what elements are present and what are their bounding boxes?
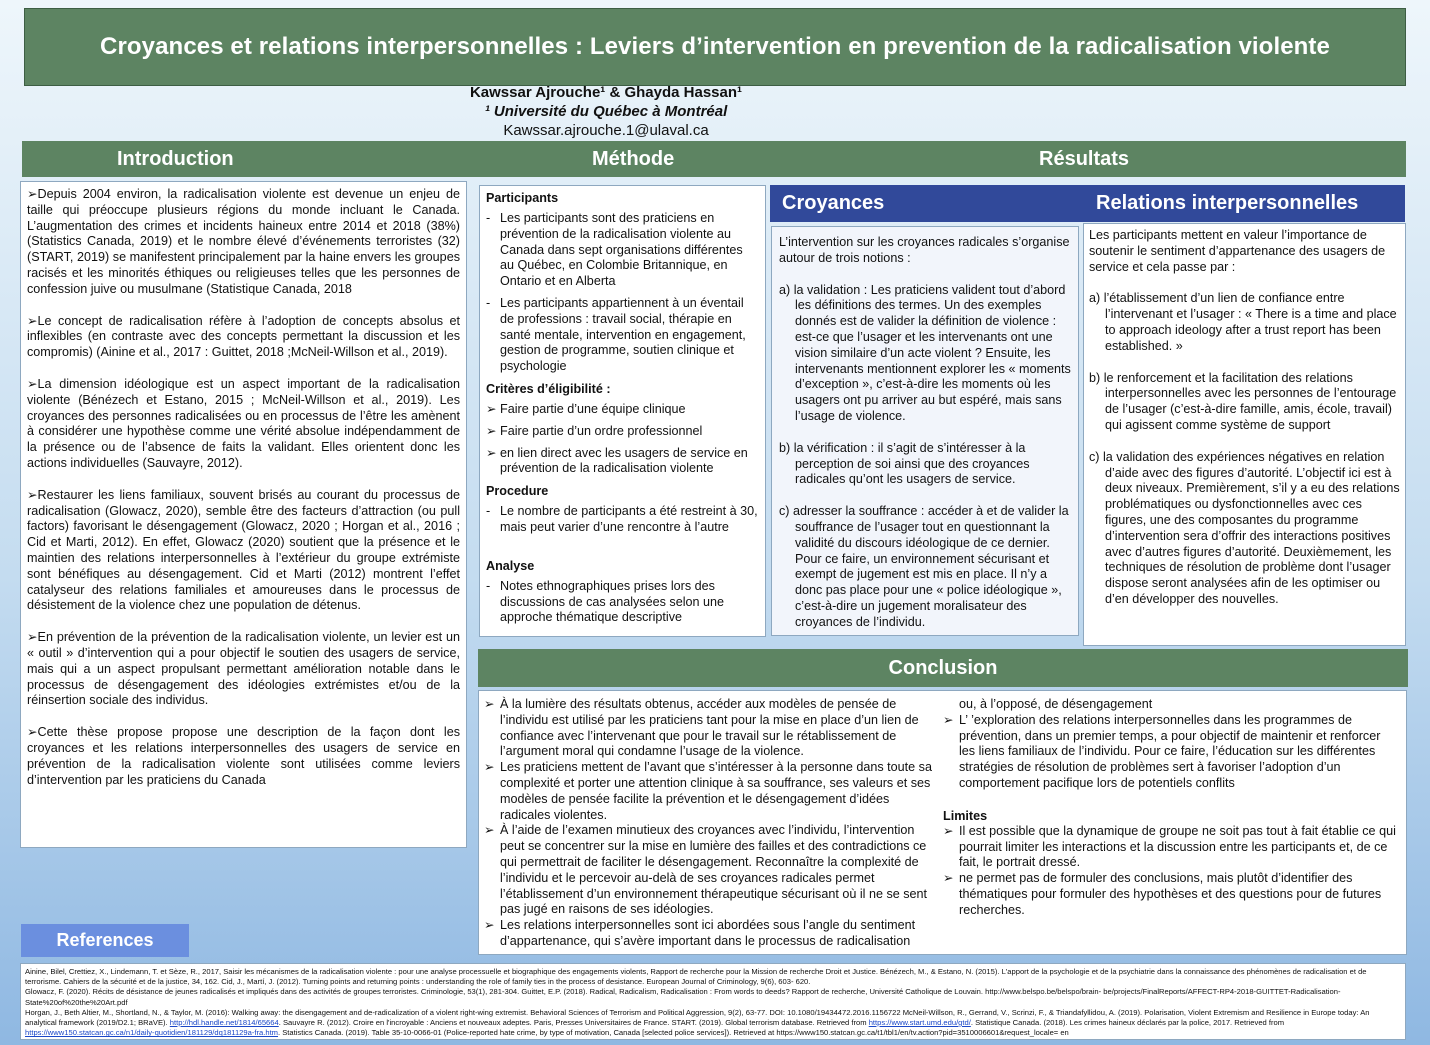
arrow-bullet-icon: ➢ xyxy=(486,401,497,416)
croyances-panel xyxy=(771,226,1079,636)
authors: Kawssar Ajrouche¹ & Ghayda Hassan¹ xyxy=(469,84,743,101)
list-item-text: L’ ’exploration des relations interpersonnelles dans les programmes de prévention, dans un premier temps, a pour objectif de maintenir et renforcer les liens familiaux de l’individu. Pour ce faire, l’éducation sur les différentes stratégies de résolution de problèmes sert à favoriser l’adoption d’un comportement pacifique lors de potentiels conflits xyxy=(959,712,1381,790)
intro-paragraph: ➢Depuis 2004 environ, la radicalisation violente est devenue un enjeu de taille qui préoccupe plusieurs régions du monde incluant le Canada. L’augmentation des crimes et incidents haineux entre 2014 et 2018 (38%) (Statistics Canada, 2019) et le nombre élevé d’événements terroristes (32) (START, 2019) se manifestent principalement par la haine envers les groupes racisés et les minorités éthiques ou religieuses telles que les personnes de confession juive ou musulmane (Statistique Canada, 2018 xyxy=(27,187,460,296)
arrow-bullet-icon: ➢ xyxy=(943,871,954,886)
affiliation: ¹ Université du Québec à Montréal xyxy=(484,103,728,120)
limites-title: Limites xyxy=(943,808,988,823)
list-item-text: Le nombre de participants a été restreint à 30, mais peut varier d’une rencontre à l’autre xyxy=(500,504,758,534)
list-item: - Le nombre de participants a été restreint à 30, mais peut varier d’une rencontre à l’autre xyxy=(486,504,758,534)
list-item-text: Faire partie d’un ordre professionnel xyxy=(500,423,703,438)
list-item-text: en lien direct avec les usagers de service en prévention de la radicalisation violente xyxy=(500,445,748,476)
reference-text: Horgan, J., Beth Altier, M., Shortland, N., & Taylor, M. (2016): Walking away: the disengagement and de-radicalization of a violent right-wing extremist. Behavioral Sciences of Terrorism and Political Aggression, 9(2), 63-77. DOI: 10.1080/19434472.2016.1156722 McNeil-Willson, R., Gerrand, V., Scrinzi, F., & Triandafyllidou, A. (2019). Polarisation, Violent Extremism and Resilience in Europe today: An analytical framework (2019/D2.1; BRaVE). xyxy=(25,1007,1370,1028)
intro-paragraph: ➢Le concept de radicalisation réfère à l’adoption de concepts absolus et inflexibles (en contraste avec des concepts permettant la discussion et les compromis) (Ainine et al., 2017 : Guittet, 2018 ;McNeil-Willson et al., 2019). xyxy=(27,313,460,360)
list-item-text: À la lumière des résultats obtenus, accéder aux modèles de pensée de l’individu est utilisé par les praticiens tant pour la mise en place d’un lien de confiance avec l’intervenant que pour le travail sur le rétablissement de l’argument moral qui condamne l’usage de la violence. xyxy=(500,697,919,759)
list-item-text: Les relations interpersonnelles sont ici abordées sous l’angle du sentiment d’appartenance, qui s’avère important dans le processus de radicalisation xyxy=(500,918,916,948)
introduction-panel xyxy=(20,181,467,848)
list-item-text: Les participants appartiennent à un éventail de professions : travail social, thérapie en santé mentale, intervention en engagement, gestion de programme, soutien clinique et psychologie xyxy=(500,295,746,374)
continued-text: ou, à l’opposé, de désengagement xyxy=(959,697,1153,711)
relations-panel xyxy=(1083,223,1406,646)
croyances-heading: Croyances xyxy=(782,192,885,214)
relations-item: b) le renforcement et la facilitation des relations interpersonnelles avec les personnes de l’entourage de l’usager (c’est-à-dire famille, amis, école, travail) qui agissent comme système de support xyxy=(1089,370,1397,432)
arrow-bullet-icon: ➢ xyxy=(484,823,495,838)
conclusion-panel xyxy=(478,690,1407,955)
intro-paragraph: ➢En prévention de la prévention de la radicalisation violente, un levier est un « outil » d’intervention qui a pour objectif le soutien des usagers de service, mais qui a un aspect propulsant permettant amélioration notable dans le processus de désengagement des idéologies extrémistes et/ou de la réinsertion sociale des individus. xyxy=(27,630,460,708)
introduction-heading: Introduction xyxy=(117,148,234,170)
list-item-text: Notes ethnographiques prises lors des discussions de cas analysées selon une approche thématique descriptive xyxy=(500,578,725,625)
relations-item: c) la validation des expériences négatives en relation d’aide avec des figures d’autorité. L’objectif ici est à deux niveaux. Premièrement, s’il y a eu des relations problématiques ou dysfonctionnelles avec ces figures, une des composantes du programme d’intervention sera d’offrir des interactions positives avec d’autres figures d’autorité. Deuxièmement, les techniques de résolution de problème dont l’usager dispose seront analysées afin de les optimiser ou d’en développer des nouvelles. xyxy=(1089,449,1400,606)
list-item-text: Les praticiens mettent de l’avant que s’intéresser à la personne dans toute sa complexité et porter une attention clinique à sa souffrance, ses valeurs et ses modèles de pensée facilite la prévention et le désengagement d’idées radicales violentes. xyxy=(500,760,932,822)
analyse-title: Analyse xyxy=(486,558,535,573)
croyances-intro: L’intervention sur les croyances radicales s’organise autour de trois notions : xyxy=(779,235,1070,265)
methode-heading: Méthode xyxy=(592,148,675,170)
section-header-bar xyxy=(22,141,1406,177)
list-item: - Les participants sont des praticiens en prévention de la radicalisation violente au Canada dans sept organisations différentes au Québec, en Colombie Britannique, en Ontario et en Alberta xyxy=(486,211,759,290)
list-item-text: ne permet pas de formuler des conclusions, mais plutôt d’identifier des thématiques pour formuler des hypothèses et des questions pour de futures recherches. xyxy=(959,871,1382,917)
title-banner xyxy=(24,8,1406,86)
croyances-item: c) adresser la souffrance : accéder à et de valider la souffrance de l’usager tout en questionnant la validité du discours idéologique de ce dernier. Pour ce faire, un environnement sécurisant et exempt de jugement est mis en place. Il n’y a donc pas place pour une « police idéologique », c’est-à-dire un jugement moralisateur des croyances de l’individu. xyxy=(779,504,1069,629)
reference-text: . Sauvayre R. (2012). Croire en l'incroyable : Anciens et nouveaux adeptes. Paris, Presses Universitaires de France. START. (2019). Global terrorism database. Retrieved from xyxy=(278,1018,867,1028)
list-item xyxy=(486,446,759,478)
list-item xyxy=(484,823,932,918)
conclusion-heading: Conclusion xyxy=(478,649,1408,687)
list-item-text: À l’aide de l’examen minutieux des croyances avec l’individu, l’intervention peut se concentrer sur la mise en lumière des failles et des contradictions ce qui permettrait de faciliter le désengagement. Reconnaître la complexité de l’individu et le percevoir au-delà de ses croyances radicales permet l’établissement d’un environnement thérapeutique sécurisant où il ne se sent pas jugé en raisons de ses idéologies. xyxy=(500,823,928,917)
list-item-text: Faire partie d’une équipe clinique xyxy=(500,401,686,416)
intro-paragraph: ➢Restaurer les liens familiaux, souvent brisés au courant du processus de radicalisation (Glowacz, 2020), semble être des facteurs d’attraction (ou pull factors) favorisant le désengagement (Glowacz, 2020 ; Horgan et al., 2016 ; Cid et Marti, 2012). En effet, Glowacz (2020) soutient que la présence et le maintien des relations interpersonnelles à l’extérieur du groupe extrémiste sont bénéfiques au désengagement. Cid et Marti (2012) montrent l’effet catalyseur des relations familiales et amoureuses dans le processus de désistement de la violence chez une population de détenus. xyxy=(27,487,460,613)
list-item-text: Il est possible que la dynamique de groupe ne soit pas tout à fait établie ce qui pourrait limiter les interactions et la discussion entre les participants et, de ce fait, le portrait dressé. xyxy=(959,823,1396,870)
list-item xyxy=(486,424,759,440)
list-item xyxy=(943,871,1397,918)
list-item xyxy=(943,713,1397,792)
arrow-bullet-icon: ➢ xyxy=(486,445,497,460)
reference-text: . Statistics Canada. (2019). Table 35-10-0066-01 (Police-reported hate crime, by type of motivation, Canada [selected police services]). Retrieved at https://www150.statcan.gc.ca/t1/tbl1/en/tv.action?pid=3510006601&request_locale= en xyxy=(278,1028,1069,1038)
list-item: - Les participants appartiennent à un éventail de professions : travail social, thérapie en santé mentale, intervention en engagement, gestion de programme, soutien clinique et psychologie xyxy=(486,296,759,375)
reference-entry: Ainine, Bilel, Crettiez, X., Lindemann, T. et Sèze, R., 2017, Saisir les mécanismes de la radicalisation violente : pour une analyse processuelle et biographique des engagements violents, Rapport de recherche pour la Mission de recherche Droit et Justice. Bénézech, M., & Estano, N. (2015). L'apport de la psychologie et de la psychiatrie dans la connaissance des phénomènes de radicalisation et de terrorisme. Cahiers de la sécurité et de la justice, 34, 162. Cid, J., Martí, J. (2012). Turning points and returning points : understanding the role of family ties in the process of desistance. European Journal of Criminology, 9(6), 603- 620. xyxy=(25,967,1367,987)
croyances-item: a) la validation : Les praticiens valident tout d’abord les définitions des termes. Un des exemples donnés est de valider la définition de violence : est-ce que l’usager et les intervenants ont une vision similaire d’un acte violent ? Ensuite, les intervenants mentionnent explorer les « moments d’exception », c’est-à-dire les moments où les usagers ont pu arriver au but espéré, mais sans l’usage de violence. xyxy=(779,282,1071,423)
relations-intro: Les participants mettent en valeur l’importance de soutenir le sentiment d’appartenance des usagers de service et cela passe par : xyxy=(1089,228,1386,274)
resultats-heading: Résultats xyxy=(1039,148,1130,170)
procedure-title: Procedure xyxy=(486,484,549,499)
list-item-text: Les participants sont des praticiens en prévention de la radicalisation violente au Canada dans sept organisations différentes au Québec, en Colombie Britannique, en Ontario et en Alberta xyxy=(500,211,743,289)
arrow-bullet-icon: ➢ xyxy=(486,423,497,438)
reference-link[interactable]: https://www150.statcan.gc.ca/n1/daily-quotidien/181129/dq181129a-fra.htm xyxy=(25,1028,279,1038)
croyances-item: b) la vérification : il s’agit de s’intéresser à la perception de soi ainsi que des croyances radicales qu’ont les usagers de service. xyxy=(779,440,1030,487)
email[interactable]: Kawssar.ajrouche.1@ulaval.ca xyxy=(503,122,709,139)
arrow-bullet-icon: ➢ xyxy=(484,697,495,711)
methode-panel xyxy=(479,185,766,637)
arrow-bullet-icon: ➢ xyxy=(943,823,954,838)
reference-entry xyxy=(25,1008,1401,1039)
relations-heading: Relations interpersonnelles xyxy=(1096,192,1359,214)
list-item xyxy=(943,824,1397,871)
reference-text: . Statistique Canada. (2018). Les crimes haineux déclarés par la police, 2017. Retrieved from xyxy=(970,1018,1285,1028)
conclusion-left-column xyxy=(484,697,932,950)
relations-item: a) l’établissement d’un lien de confiance entre l’intervenant et l’usager : « There is a time and place to approach ideology after a trust report has been established. » xyxy=(1089,291,1397,353)
list-item xyxy=(486,402,759,418)
intro-paragraph: ➢La dimension idéologique est un aspect important de la radicalisation violente (Bénézech et Estano, 2015 ; McNeil-Willson et al., 2019). Les croyances des personnes radicalisées ou en processus de l’être les amènent à considérer une hypothèse comme une vérité absolue indépendamment de la présence ou de l’absence de faits la validant. Elles orientent donc les actions individuelles (Sauvayre, 2012). xyxy=(27,376,460,470)
arrow-bullet-icon: ➢ xyxy=(484,918,495,933)
arrow-bullet-icon: ➢ xyxy=(484,760,495,775)
list-item xyxy=(484,697,932,760)
participants-title: Participants xyxy=(486,191,559,205)
reference-entry: Glowacz, F. (2020). Récits de désistance de jeunes radicalisés et impliqués dans des activités de groupes terroristes. Criminologie, 53(1), 281-304. Guittet, E.P. (2018). Radical, Radicalism, Radicalisation : From words to deeds? Rapport de recherche, Université Catholique de Louvain. http://www.belspo.be/belspo/brain- be/projects/FinalReports/AFFECT-RP4-2018-GUITTET-Radicalisation- State%20of%20the%20Art.pdf xyxy=(25,987,1341,1007)
reference-link[interactable]: http://hdl.handle.net/1814/65664 xyxy=(169,1018,279,1028)
reference-link[interactable]: https://www.start.umd.edu/gtd/ xyxy=(868,1018,971,1028)
references-panel xyxy=(20,963,1406,1040)
list-item: - Notes ethnographiques prises lors des discussions de cas analysées selon une approche thématique descriptive xyxy=(486,579,759,626)
intro-paragraph: ➢Cette thèse propose propose une description de la façon dont les croyances et les relations interpersonnelles des usagers de service en prévention de la radicalisation violente sont utilisées comme leviers d’intervention par les praticiens du Canada xyxy=(27,725,460,787)
criteres-title: Critères d’éligibilité : xyxy=(486,381,611,396)
references-heading: References xyxy=(21,924,189,957)
conclusion-right-column xyxy=(943,697,1397,919)
arrow-bullet-icon: ➢ xyxy=(943,712,954,727)
poster-title: Croyances et relations interpersonnelles : Leviers d’intervention en prevention de la radicalisation violente xyxy=(100,33,1330,60)
list-item xyxy=(484,760,932,823)
list-item xyxy=(484,918,932,950)
results-subheader xyxy=(770,185,1405,222)
